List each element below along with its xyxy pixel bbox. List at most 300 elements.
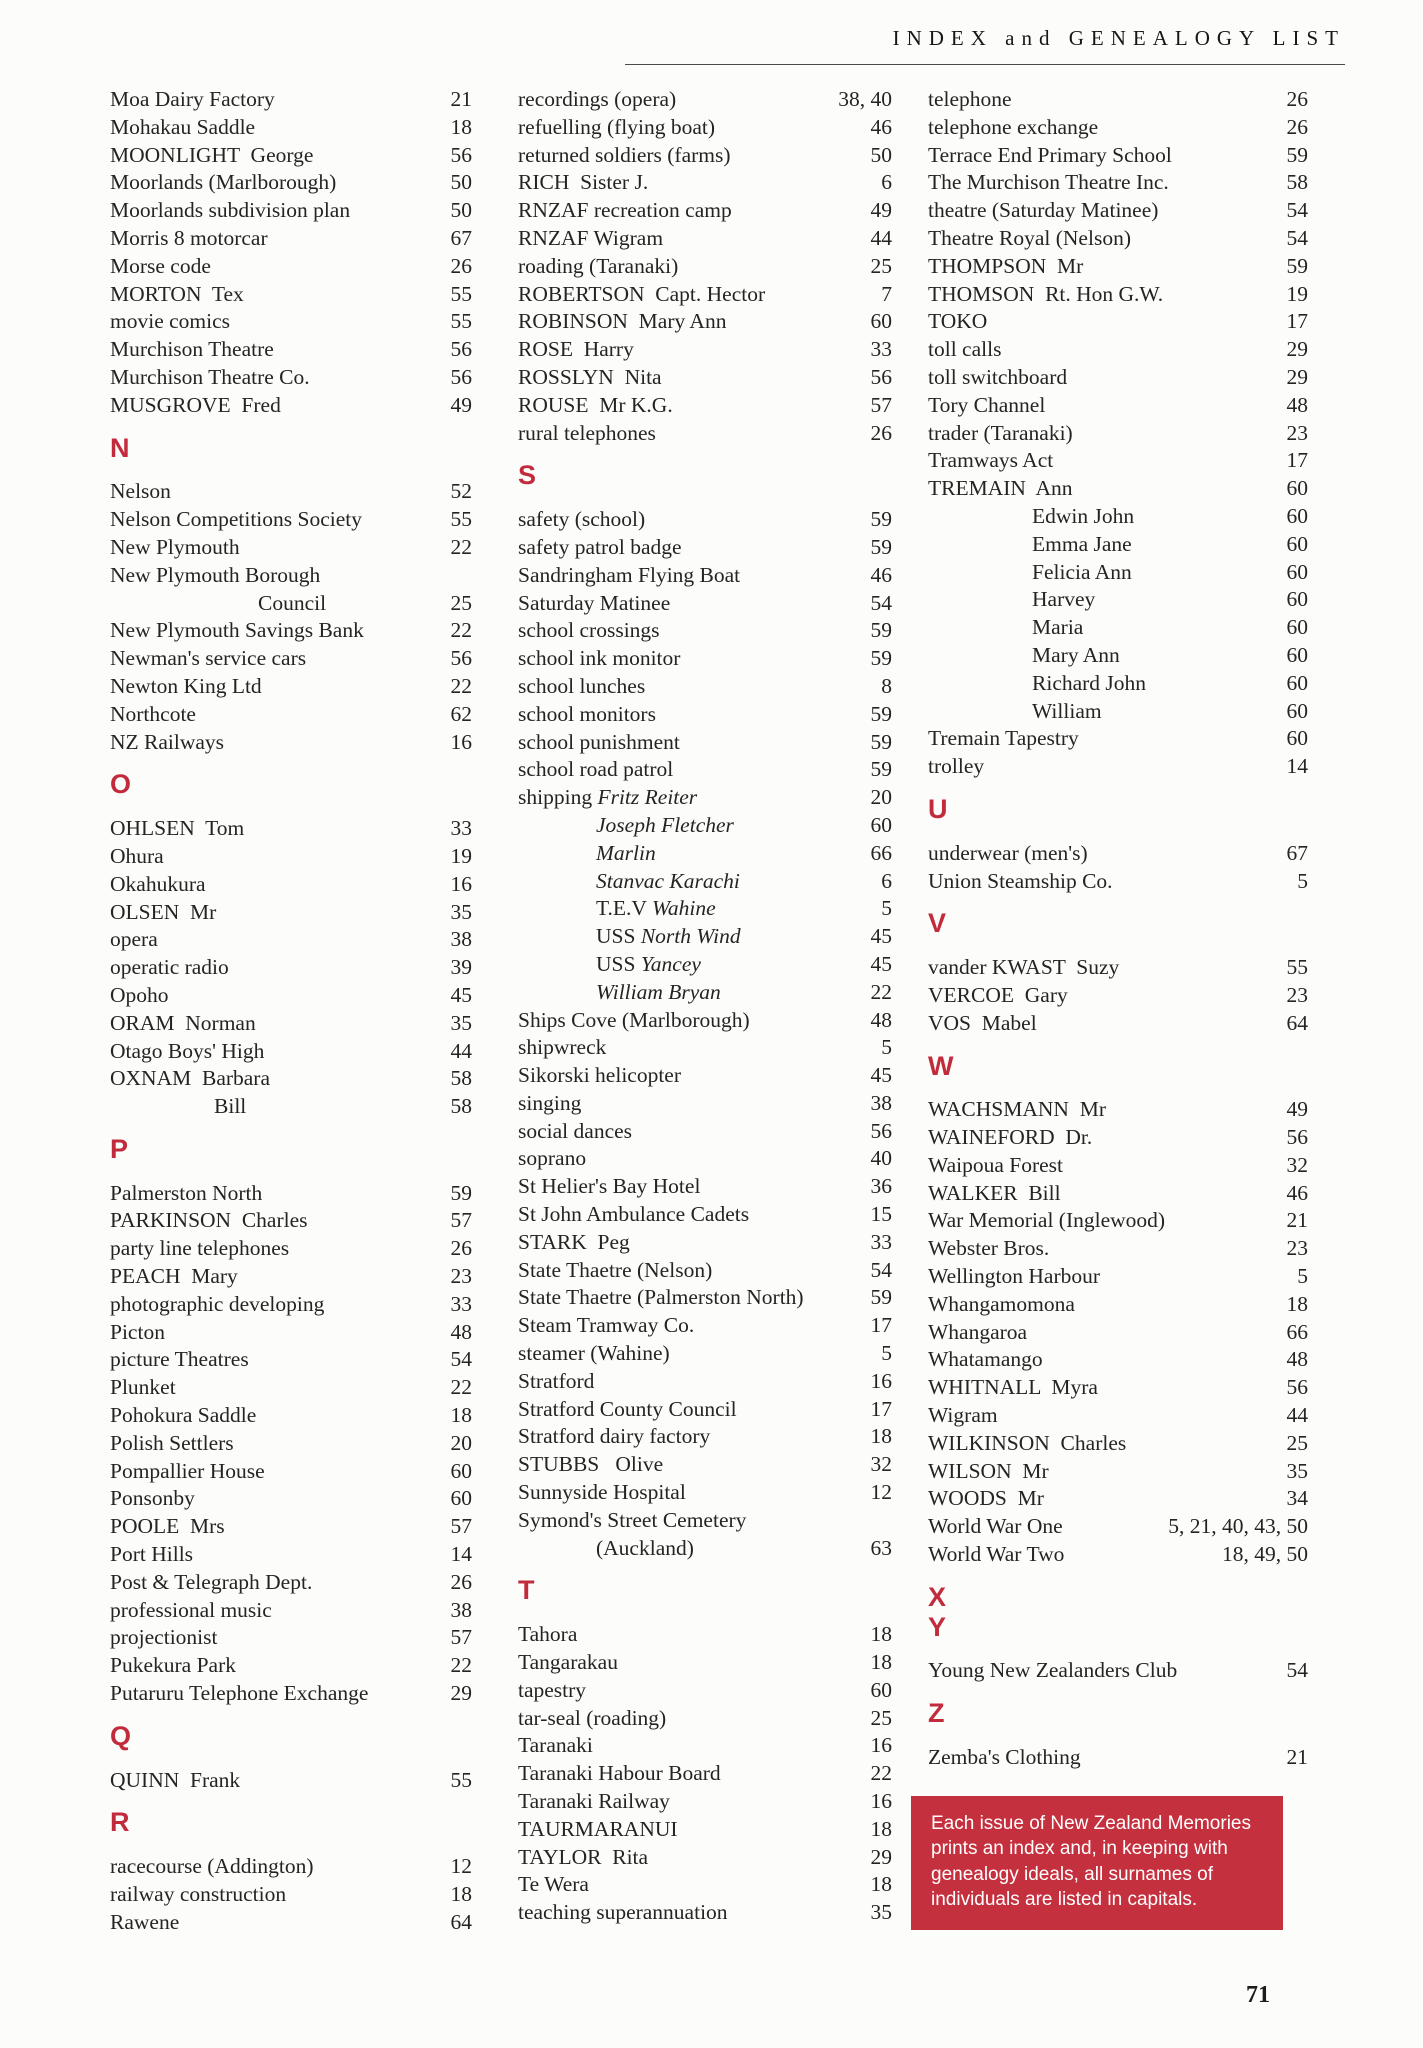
index-entry [928, 225, 1308, 253]
entry-label [110, 506, 443, 534]
index-entry [518, 1479, 892, 1507]
entry-label [110, 1430, 443, 1458]
entry-page-number: 60 [450, 1486, 472, 1511]
entry-text: Opoho [110, 982, 169, 1007]
entry-page-number: 54 [1286, 225, 1308, 250]
entry-page-number: 45 [870, 951, 892, 976]
entry-label [928, 1541, 1214, 1569]
entry-page-number: 60 [1286, 476, 1308, 501]
entry-page-number: 45 [870, 924, 892, 949]
entry-text: Steam Tramway Co. [518, 1313, 695, 1338]
entry-label [110, 954, 443, 982]
entry-text: Mohakau Saddle [110, 114, 256, 139]
entry-page-number: 33 [450, 816, 472, 841]
entry-page-number: 16 [870, 1733, 892, 1758]
entry-label [518, 506, 863, 534]
entry-page-number: 22 [870, 979, 892, 1004]
entry-text: St John Ambulance Cadets [518, 1202, 750, 1227]
entry-page-number: 59 [1286, 253, 1308, 278]
index-entry [518, 142, 892, 170]
entry-text: WALKER Bill [928, 1180, 1061, 1205]
index-entry [110, 1430, 472, 1458]
entry-page-number: 18 [870, 1622, 892, 1647]
index-entry [928, 1657, 1308, 1685]
entry-label [518, 1844, 863, 1872]
entry-page-number: 29 [870, 1844, 892, 1869]
index-entry [110, 1458, 472, 1486]
index-entry [518, 1705, 892, 1733]
entry-page-number: 21 [1286, 1208, 1308, 1233]
index-entry [110, 617, 472, 645]
entry-label [518, 1173, 863, 1201]
index-entry [110, 1541, 472, 1569]
entry-text-italic: William Bryan [596, 979, 721, 1004]
index-entry [110, 954, 472, 982]
index-entry [928, 1152, 1308, 1180]
entry-text: opera [110, 927, 158, 952]
entry-label [518, 645, 863, 673]
entry-text: ROBINSON Mary Ann [518, 309, 727, 334]
index-entry [110, 1853, 472, 1881]
index-entry [518, 701, 892, 729]
entry-label [110, 364, 443, 392]
entry-text: WILSON Mr [928, 1458, 1049, 1483]
index-entry [110, 1402, 472, 1430]
entry-text: shipwreck [518, 1035, 607, 1060]
entry-label [110, 534, 443, 562]
entry-label [928, 447, 1279, 475]
index-entry [110, 1597, 472, 1625]
entry-label [110, 86, 443, 114]
entry-text: social dances [518, 1118, 633, 1143]
entry-label [110, 1374, 443, 1402]
index-entry [110, 982, 472, 1010]
index-entry [110, 1180, 472, 1208]
entry-label [110, 225, 443, 253]
index-entry [928, 586, 1308, 614]
entry-text-italic: Joseph Fletcher [596, 812, 734, 837]
entry-text: Picton [110, 1319, 165, 1344]
entry-label [928, 1657, 1279, 1685]
entry-label [928, 1010, 1279, 1038]
entry-label [518, 1368, 863, 1396]
entry-text: Felicia Ann [1032, 559, 1132, 584]
entry-page-number: 22 [450, 1375, 472, 1400]
index-entry [110, 1569, 472, 1597]
index-entry [928, 392, 1308, 420]
entry-page-number: 49 [450, 392, 472, 417]
entry-label [928, 725, 1279, 753]
index-entry [518, 1340, 892, 1368]
entry-page-number: 57 [450, 1625, 472, 1650]
entry-page-number: 54 [1286, 198, 1308, 223]
entry-text: Morris 8 motorcar [110, 225, 268, 250]
index-entry [110, 1207, 472, 1235]
entry-text: professional music [110, 1597, 272, 1622]
section-letter: Z [928, 1698, 945, 1729]
index-column-2 [518, 86, 892, 1927]
entry-text: Terrace End Primary School [928, 142, 1172, 167]
entry-label [518, 590, 863, 618]
entry-label [518, 86, 830, 114]
entry-text: theatre (Saturday Matinee) [928, 198, 1159, 223]
index-entry [518, 1871, 892, 1899]
entry-text: Harvey [1032, 587, 1096, 612]
entry-label [518, 392, 863, 420]
entry-text: WACHSMANN Mr [928, 1097, 1106, 1122]
entry-page-number: 56 [870, 364, 892, 389]
entry-page-number: 18 [870, 1816, 892, 1841]
index-entry [928, 1124, 1308, 1152]
entry-text: PEACH Mary [110, 1264, 238, 1289]
entry-text: STARK Peg [518, 1229, 630, 1254]
entry-label [110, 1624, 443, 1652]
entry-text: State Thaetre (Palmerston North) [518, 1285, 804, 1310]
entry-label [928, 868, 1289, 896]
entry-label [518, 784, 863, 812]
index-entry [518, 645, 892, 673]
entry-page-number: 22 [450, 618, 472, 643]
entry-text: Council [258, 590, 327, 615]
index-entry [518, 1368, 892, 1396]
entry-text: Saturday Matinee [518, 590, 671, 615]
entry-label [518, 253, 863, 281]
entry-text: tapestry [518, 1677, 587, 1702]
entry-page-number: 57 [450, 1208, 472, 1233]
entry-page-number: 17 [870, 1313, 892, 1338]
section-letter: V [928, 908, 947, 939]
index-entry [928, 531, 1308, 559]
section-letter: P [110, 1133, 129, 1164]
entry-page-number: 66 [870, 840, 892, 865]
entry-label [518, 1451, 863, 1479]
index-entry [928, 364, 1308, 392]
index-entry [518, 534, 892, 562]
index-entry [110, 871, 472, 899]
entry-label [928, 392, 1279, 420]
index-entry [110, 1319, 472, 1347]
entry-text: RICH Sister J. [518, 170, 649, 195]
entry-label [110, 1513, 443, 1541]
entry-label [928, 364, 1279, 392]
entry-text: Sunnyside Hospital [518, 1480, 686, 1505]
entry-page-number: 62 [450, 701, 472, 726]
entry-text-italic: Stanvac Karachi [596, 868, 740, 893]
entry-page-number: 18 [870, 1424, 892, 1449]
index-entry [110, 926, 472, 954]
entry-label [110, 926, 443, 954]
entry-label [110, 1180, 443, 1208]
entry-label [518, 756, 863, 784]
index-entry [928, 1374, 1308, 1402]
index-entry [928, 475, 1308, 503]
entry-text: New Plymouth Savings Bank [110, 618, 364, 643]
entry-page-number: 23 [1286, 1236, 1308, 1261]
entry-text: Ohura [110, 843, 164, 868]
entry-label [110, 673, 443, 701]
entry-page-number: 60 [870, 812, 892, 837]
entry-label [110, 1485, 443, 1513]
entry-text: roading (Taranaki) [518, 253, 679, 278]
entry-page-number: 40 [870, 1146, 892, 1171]
entry-text: Theatre Royal (Nelson) [928, 225, 1131, 250]
entry-page-number: 46 [870, 562, 892, 587]
entry-text: Whatamango [928, 1347, 1043, 1372]
entry-text: telephone exchange [928, 114, 1099, 139]
entry-label [1032, 559, 1279, 587]
entry-page-number: 26 [1286, 114, 1308, 139]
entry-label [596, 812, 863, 840]
entry-label [110, 114, 443, 142]
index-entry [110, 1093, 472, 1121]
entry-text: Murchison Theatre [110, 337, 274, 362]
index-entry [110, 815, 472, 843]
entry-text-italic: Fritz Reiter [597, 785, 698, 810]
index-entry [110, 506, 472, 534]
entry-page-number: 45 [450, 982, 472, 1007]
entry-page-number: 22 [450, 673, 472, 698]
entry-label [110, 1263, 443, 1291]
entry-page-number: 63 [870, 1535, 892, 1560]
entry-label [110, 815, 443, 843]
entry-text: Putaruru Telephone Exchange [110, 1681, 369, 1706]
entry-label [518, 1118, 863, 1146]
index-entry [518, 617, 892, 645]
entry-label [596, 1535, 863, 1563]
entry-page-number: 26 [450, 253, 472, 278]
entry-label [518, 1816, 863, 1844]
index-entry [928, 840, 1308, 868]
index-entry [928, 614, 1308, 642]
section-letter: X [928, 1581, 947, 1612]
page-header-title: INDEX and GENEALOGY LIST [625, 26, 1345, 65]
index-entry [518, 1284, 892, 1312]
entry-text: Wellington Harbour [928, 1264, 1101, 1289]
entry-text: toll switchboard [928, 364, 1068, 389]
entry-page-number: 14 [450, 1542, 472, 1567]
index-entry [928, 753, 1308, 781]
entry-label [110, 1207, 443, 1235]
entry-page-number: 56 [870, 1118, 892, 1143]
entry-text: VERCOE Gary [928, 982, 1068, 1007]
entry-text: Northcote [110, 701, 196, 726]
entry-page-number: 60 [1286, 670, 1308, 695]
index-entry [110, 253, 472, 281]
entry-label [1032, 698, 1279, 726]
entry-label [518, 1312, 863, 1340]
entry-text: Newman's service cars [110, 646, 307, 671]
entry-text: school road patrol [518, 757, 674, 782]
entry-label [110, 1909, 443, 1937]
entry-page-number: 26 [450, 1236, 472, 1261]
entry-text: WILKINSON Charles [928, 1430, 1127, 1455]
entry-text: Palmerston North [110, 1180, 263, 1205]
entry-label [928, 1152, 1279, 1180]
index-entry [110, 1263, 472, 1291]
index-entry [518, 673, 892, 701]
index-entry [928, 336, 1308, 364]
entry-text: Moa Dairy Factory [110, 87, 275, 111]
index-entry [928, 1430, 1308, 1458]
index-entry [928, 503, 1308, 531]
entry-page-number: 5, 21, 40, 43, 50 [1168, 1514, 1308, 1539]
entry-label [518, 1034, 873, 1062]
entry-page-number: 22 [450, 1653, 472, 1678]
entry-text: trader (Taranaki) [928, 420, 1073, 445]
entry-text: party line telephones [110, 1236, 290, 1261]
entry-text: Stratford [518, 1368, 595, 1393]
index-entry [110, 1881, 472, 1909]
index-entry [928, 725, 1308, 753]
index-entry [928, 1263, 1308, 1291]
index-entry [928, 698, 1308, 726]
entry-page-number: 59 [870, 701, 892, 726]
index-entry [518, 197, 892, 225]
index-entry [928, 308, 1308, 336]
entry-text: QUINN Frank [110, 1767, 241, 1792]
entry-label [518, 1479, 863, 1507]
entry-text: Nelson Competitions Society [110, 507, 363, 532]
entry-page-number: 16 [870, 1789, 892, 1814]
entry-label [110, 308, 443, 336]
entry-label [110, 871, 443, 899]
entry-text: returned soldiers (farms) [518, 142, 731, 167]
entry-label [110, 701, 443, 729]
entry-label [518, 1229, 863, 1257]
entry-page-number: 18 [870, 1650, 892, 1675]
entry-label [928, 142, 1279, 170]
entry-text: WAINEFORD Dr. [928, 1125, 1093, 1150]
entry-text: MORTON Tex [110, 281, 244, 306]
entry-text: St Helier's Bay Hotel [518, 1174, 701, 1199]
entry-page-number: 39 [450, 955, 472, 980]
entry-page-number: 60 [1286, 587, 1308, 612]
index-entry [110, 729, 472, 757]
entry-text: New Plymouth Borough [110, 562, 321, 587]
entry-page-number: 12 [870, 1480, 892, 1505]
entry-text: Taranaki Railway [518, 1789, 670, 1814]
entry-text: Union Steamship Co. [928, 868, 1113, 893]
entry-page-number: 18 [1286, 1291, 1308, 1316]
index-entry [928, 1291, 1308, 1319]
entry-page-number: 21 [1286, 1745, 1308, 1770]
index-entry [110, 1652, 472, 1680]
index-entry [518, 1451, 892, 1479]
entry-text: ROSE Harry [518, 337, 634, 362]
entry-label [518, 1871, 863, 1899]
entry-text: Nelson [110, 479, 171, 504]
entry-text: tar-seal (roading) [518, 1705, 667, 1730]
entry-text: USS [596, 951, 641, 976]
entry-text: ROSSLYN Nita [518, 364, 662, 389]
entry-text: Murchison Theatre Co. [110, 364, 310, 389]
entry-label [518, 1760, 863, 1788]
index-entry [928, 1402, 1308, 1430]
entry-label [518, 1257, 863, 1285]
entry-page-number: 55 [450, 1767, 472, 1792]
entry-page-number: 5 [1297, 1264, 1308, 1289]
index-entry [518, 895, 892, 923]
entry-page-number: 18 [450, 114, 472, 139]
entry-page-number: 44 [450, 1038, 472, 1063]
entry-text-italic: Marlin [596, 840, 656, 865]
entry-page-number: 35 [450, 1010, 472, 1035]
entry-label [518, 1507, 884, 1535]
section-letter: R [110, 1807, 130, 1838]
index-entry [928, 1180, 1308, 1208]
entry-text: steamer (Wahine) [518, 1341, 670, 1366]
entry-page-number: 33 [870, 337, 892, 362]
entry-page-number: 60 [1286, 698, 1308, 723]
entry-label [518, 1340, 873, 1368]
entry-page-number: 17 [870, 1396, 892, 1421]
index-entry [518, 1507, 892, 1535]
entry-page-number: 59 [870, 757, 892, 782]
entry-label [1032, 586, 1279, 614]
entry-label [110, 899, 443, 927]
index-entry [518, 1621, 892, 1649]
index-entry [110, 701, 472, 729]
entry-page-number: 56 [1286, 1125, 1308, 1150]
index-entry [518, 1535, 892, 1563]
entry-label [928, 1263, 1289, 1291]
entry-label [110, 645, 443, 673]
entry-text: photographic developing [110, 1291, 325, 1316]
entry-page-number: 59 [870, 1285, 892, 1310]
index-entry [518, 784, 892, 812]
entry-label [928, 840, 1279, 868]
entry-label [928, 308, 1279, 336]
index-entry [518, 951, 892, 979]
entry-page-number: 54 [870, 590, 892, 615]
entry-text: T.E.V [596, 896, 652, 921]
entry-text: school lunches [518, 673, 646, 698]
entry-text: Taranaki Habour Board [518, 1761, 721, 1786]
entry-label [214, 1093, 443, 1121]
entry-text: THOMPSON Mr [928, 253, 1084, 278]
entry-page-number: 22 [450, 534, 472, 559]
entry-text: PARKINSON Charles [110, 1208, 308, 1233]
entry-label [518, 336, 863, 364]
entry-page-number: 66 [1286, 1319, 1308, 1344]
entry-page-number: 60 [450, 1458, 472, 1483]
entry-text: refuelling (flying boat) [518, 114, 716, 139]
entry-label [1032, 642, 1279, 670]
entry-text: TOKO [928, 309, 988, 334]
index-entry [928, 197, 1308, 225]
index-entry [518, 923, 892, 951]
entry-text: Te Wera [518, 1872, 589, 1897]
entry-text-italic: Wahine [651, 896, 716, 921]
entry-page-number: 54 [1286, 1658, 1308, 1683]
entry-text: MOONLIGHT George [110, 142, 314, 167]
entry-label [110, 1680, 443, 1708]
index-entry [928, 1319, 1308, 1347]
entry-text-italic: Yancey [640, 951, 701, 976]
entry-label [518, 1201, 863, 1229]
entry-label [518, 534, 863, 562]
index-entry [518, 1423, 892, 1451]
entry-text: Maria [1032, 615, 1084, 640]
entry-text: RNZAF recreation camp [518, 198, 732, 223]
entry-text: safety patrol badge [518, 534, 682, 559]
entry-text: World War Two [928, 1542, 1065, 1567]
index-entry [518, 729, 892, 757]
entry-label [928, 1291, 1279, 1319]
entry-text: Sikorski helicopter [518, 1063, 682, 1088]
entry-label [928, 281, 1279, 309]
index-entry [110, 392, 472, 420]
